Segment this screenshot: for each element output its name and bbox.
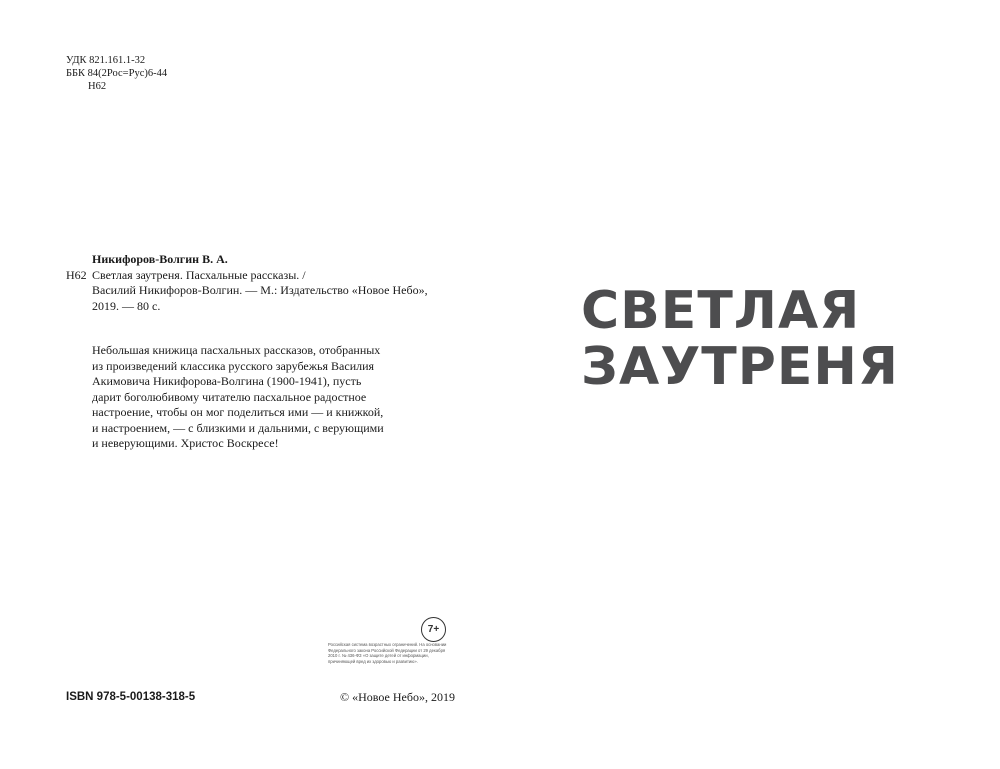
record-line: Светлая заутреня. Пасхальные рассказы. / xyxy=(92,267,306,282)
record-author-sign: Н62 xyxy=(66,267,87,282)
title-page xyxy=(500,0,1000,769)
bbk-code: ББК 84(2Рос=Рус)6-44 xyxy=(66,68,168,79)
annotation xyxy=(92,343,452,452)
copyright: © «Новое Небо», 2019 xyxy=(340,690,455,704)
classification-codes xyxy=(66,54,167,93)
annotation-line: Небольшая книжица пасхальных рассказов, отобранных xyxy=(92,343,381,357)
annotation-line: и настроением, — с близкими и дальними, с верующими xyxy=(92,420,384,435)
age-rating-badge: 7+ xyxy=(421,617,446,642)
record-line: 2019. — 80 с. xyxy=(92,298,161,313)
annotation-line: из произведений классика русского зарубежья Василия xyxy=(92,358,375,373)
cover-title xyxy=(581,283,981,395)
annotation-line: дарит боголюбивому читателю пасхальное радостное xyxy=(92,389,367,404)
udk-code: УДК 821.161.1-32 xyxy=(66,55,146,66)
age-rating-note: Российская система возрастных ограничений. На основании Федерального закона Российской Федерации от 29 декабря 2010 г. № 436-ФЗ «О защите детей от информации, причиняющей вред их здоровью и развитию». xyxy=(328,642,447,664)
record-author: Никифоров-Волгин В. А. xyxy=(92,252,228,266)
annotation-line: Акимовича Никифорова-Волгина (1900-1941), пусть xyxy=(92,374,362,388)
bibliographic-record xyxy=(66,252,486,314)
author-sign: Н62 xyxy=(88,81,107,92)
annotation-line: и неверующими. Христос Воскресе! xyxy=(92,436,279,450)
record-line: Василий Никифоров-Волгин. — М.: Издательство «Новое Небо», xyxy=(92,283,428,297)
cover-title-line: ЗАУТРЕНЯ xyxy=(581,337,899,397)
annotation-line: настроение, чтобы он мог поделиться ими — и книжкой, xyxy=(92,405,384,419)
isbn: ISBN 978-5-00138-318-5 xyxy=(66,691,196,703)
cover-title-line: СВЕТЛАЯ xyxy=(581,281,861,341)
